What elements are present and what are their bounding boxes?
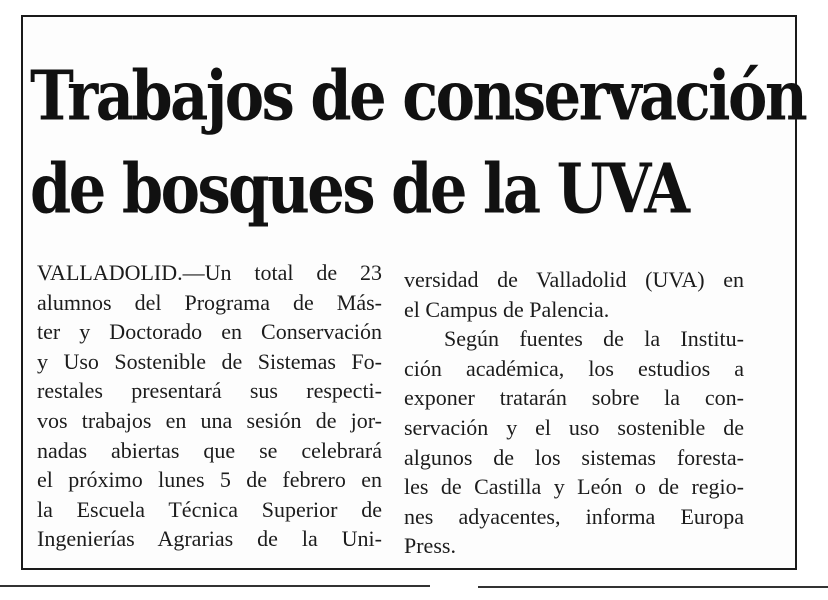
body-line: vos trabajos en una sesión de jor- [37,407,382,433]
body-line: nadas abiertas que se celebrará [37,437,382,463]
body-line: les de Castilla y León o de regio- [404,474,744,500]
body-line: ter y Doctorado en Conservación [37,319,382,345]
headline-line-1: Trabajos de conservación [30,55,806,136]
body-line: nes adyacentes, informa Europa [404,503,744,529]
headline-line-2: de bosques de la UVA [30,148,688,229]
body-line: algunos de los sistemas foresta- [404,444,744,470]
body-line: Ingenierías Agrarias de la Uni- [37,526,382,552]
bottom-rule-left [0,585,430,587]
body-line: versidad de Valladolid (UVA) en [404,267,744,292]
body-line: VALLADOLID.—Un total de 23 [37,260,382,285]
article-body-right-column [404,265,744,561]
body-line: servación y el uso sostenible de [404,414,744,440]
body-line: y Uso Sostenible de Sistemas Fo- [37,348,382,374]
body-line: el Campus de Palencia. [404,296,610,322]
body-line: la Escuela Técnica Superior de [37,496,382,522]
body-line: restales presentará sus respecti- [37,378,382,404]
body-line: ción académica, los estudios a [404,355,744,381]
article-headline [30,50,805,236]
bottom-rule-right [478,586,828,588]
body-line: alumnos del Programa de Más- [37,289,382,315]
body-line: Press. [404,533,456,559]
body-line: exponer tratarán sobre la con- [404,385,744,411]
body-line: el próximo lunes 5 de febrero en [37,467,382,493]
article-body-left-column [37,258,382,554]
body-line: Según fuentes de la Institu- [444,326,744,352]
